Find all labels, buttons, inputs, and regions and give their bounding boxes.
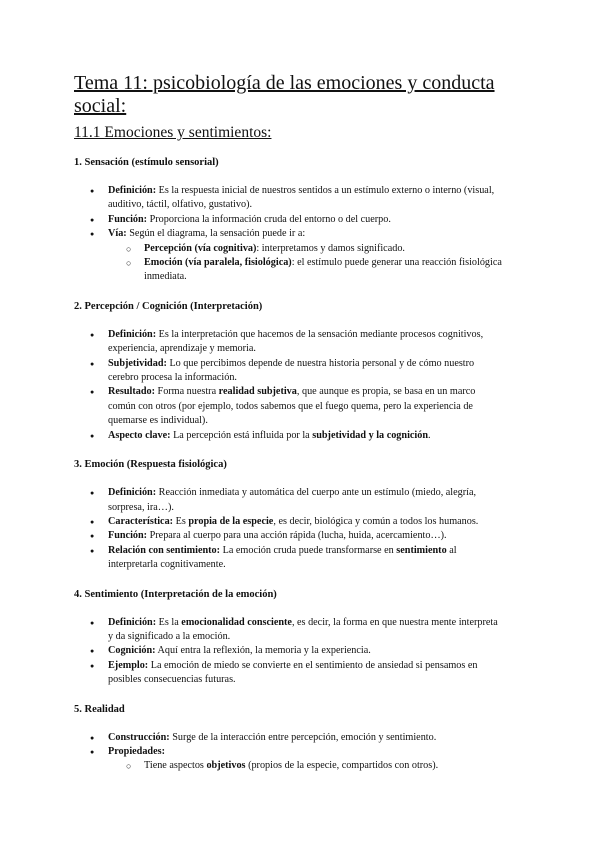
list-item: ● Definición: Reacción inmediata y automática del cuerpo ante un estímulo (miedo, alegría, sorpresa, ira…). xyxy=(74,486,500,515)
list-item: ● Función: Proporciona la información cruda del entorno o del cuerpo. xyxy=(74,213,500,227)
list-item: ● Definición: Es la interpretación que hacemos de la sensación mediante procesos cognitivos, experiencia, aprendizaje y memoria. xyxy=(74,328,500,357)
sub-list-item: ○ Percepción (vía cognitiva): interpretamos y damos significado. xyxy=(74,242,510,256)
list-item: ● Subjetividad: Lo que percibimos depende de nuestra historia personal y de cómo nuestro cerebro procesa la información. xyxy=(74,357,500,386)
list-item: ● Característica: Es propia de la especie, es decir, biológica y común a todos los humanos. xyxy=(74,515,500,529)
list-item: ● Definición: Es la emocionalidad consciente, es decir, la forma en que nuestra mente interpreta y da significado a la emoción. xyxy=(74,616,500,645)
section-3-title: 3. Emoción (Respuesta fisiológica) xyxy=(74,459,227,471)
section-3-list xyxy=(74,486,600,572)
section-2-title: 2. Percepción / Cognición (Interpretación) xyxy=(74,300,263,312)
section-5-list xyxy=(74,731,600,774)
section-2-list xyxy=(74,328,600,443)
section-4-title: 4. Sentimiento (Interpretación de la emoción) xyxy=(74,588,277,600)
list-item: ● Definición: Es la respuesta inicial de nuestros sentidos a un estímulo externo o interno (visual, auditivo, táctil, olfativo, gustativo). xyxy=(74,184,500,213)
list-item: ● Propiedades: xyxy=(74,745,500,759)
sub-list-item: ○ Tiene aspectos objetivos (propios de la especie, compartidos con otros). xyxy=(74,759,510,773)
list-item: ● Función: Prepara al cuerpo para una acción rápida (lucha, huida, acercamiento…). xyxy=(74,529,500,543)
list-item: ● Vía: Según el diagrama, la sensación puede ir a: xyxy=(74,227,500,241)
list-item: ● Construcción: Surge de la interacción entre percepción, emoción y sentimiento. xyxy=(74,731,500,745)
list-item: ● Ejemplo: La emoción de miedo se convierte en el sentimiento de ansiedad si pensamos en posibles consecuencias futuras. xyxy=(74,659,500,688)
sub-list-item: ○ Emoción (vía paralela, fisiológica): el estímulo puede generar una reacción fisiológica inmediata. xyxy=(74,256,510,285)
section-1-title: 1. Sensación (estímulo sensorial) xyxy=(74,157,219,168)
list-item: ● Relación con sentimiento: La emoción cruda puede transformarse en sentimiento al interpretarla cognitivamente. xyxy=(74,544,500,573)
section-1-list xyxy=(74,184,600,285)
page-title: Tema 11: psicobiología de las emociones y conducta social: xyxy=(74,72,495,117)
subtitle: 11.1 Emociones y sentimientos: xyxy=(74,124,272,141)
list-item: ● Aspecto clave: La percepción está influida por la subjetividad y la cognición. xyxy=(74,429,500,443)
section-5-title: 5. Realidad xyxy=(74,703,125,715)
list-item: ● Cognición: Aquí entra la reflexión, la memoria y la experiencia. xyxy=(74,644,500,658)
section-4-list xyxy=(74,616,600,688)
list-item: ● Resultado: Forma nuestra realidad subjetiva, que aunque es propia, se basa en un marco común con otros (por ejemplo, todos sabemos que el fuego quema, pero la experiencia de quemarse es individual). xyxy=(74,385,500,428)
